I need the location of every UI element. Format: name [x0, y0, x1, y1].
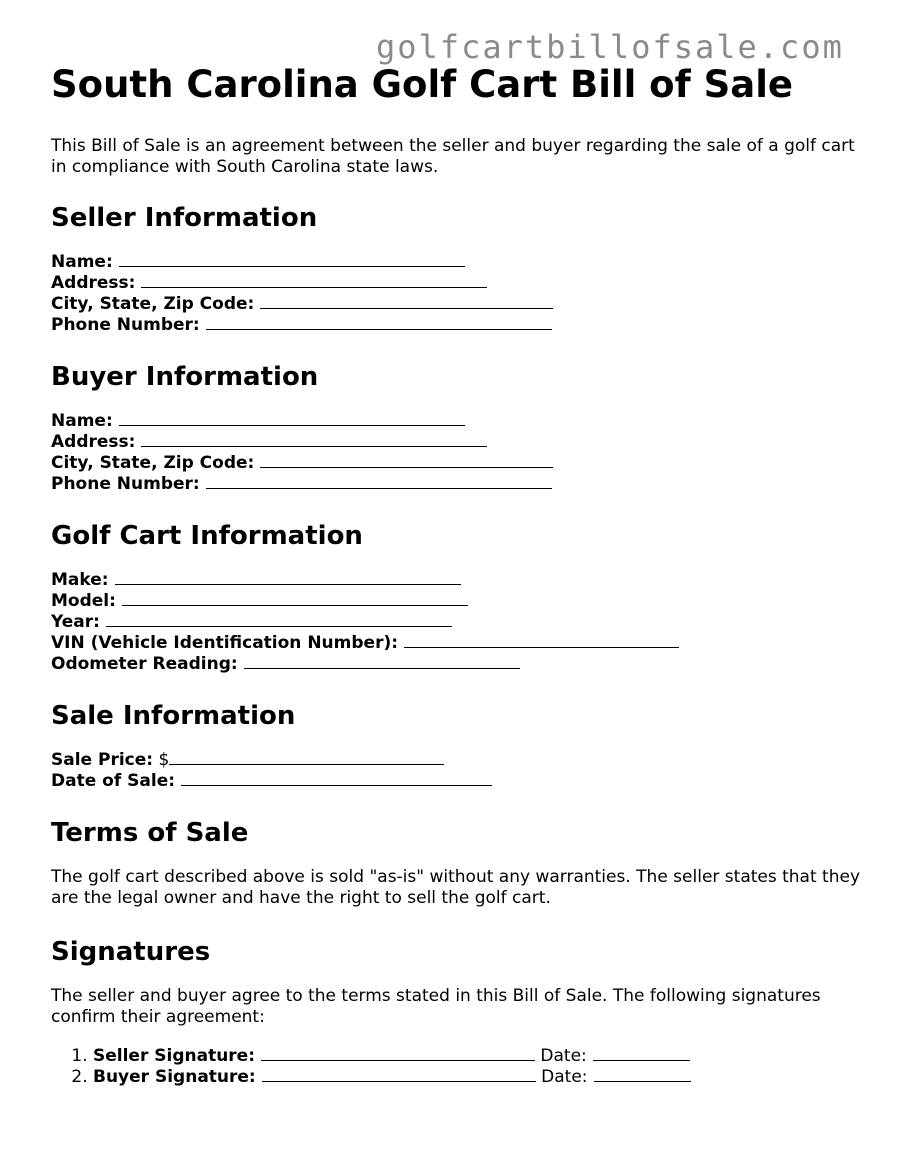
terms-paragraph: The golf cart described above is sold "as-is" without any warranties. The seller states that they are the legal owner and have the right to sell the golf cart. [51, 867, 861, 908]
field-label: Phone Number: [51, 474, 200, 494]
buyer-heading: Buyer Information [51, 362, 319, 392]
signatures-paragraph: The seller and buyer agree to the terms stated in this Bill of Sale. The following signatures confirm their agreement: [51, 986, 821, 1027]
field-label: Make: [51, 570, 109, 590]
seller-signature-item [93, 1046, 861, 1067]
seller-address-row [51, 273, 861, 294]
site-watermark: golfcartbillofsale.com [376, 28, 844, 66]
cart-odometer-line[interactable] [244, 654, 520, 669]
field-label: Model: [51, 591, 116, 611]
sale-heading: Sale Information [51, 701, 296, 731]
date-label: Date: [541, 1067, 588, 1087]
cart-make-row [51, 570, 861, 591]
intro-paragraph: This Bill of Sale is an agreement between the seller and buyer regarding the sale of a golf cart in compliance with South Carolina state laws. [51, 136, 855, 177]
seller-phone-line[interactable] [206, 315, 552, 330]
signature-label: Buyer Signature: [93, 1067, 256, 1087]
cart-year-line[interactable] [106, 612, 452, 627]
cart-make-line[interactable] [115, 570, 461, 585]
document-title: South Carolina Golf Cart Bill of Sale [51, 63, 793, 106]
field-label: Date of Sale: [51, 771, 176, 791]
buyer-city-line[interactable] [260, 453, 553, 468]
sale-fields [51, 750, 861, 792]
buyer-signature-line[interactable] [262, 1067, 536, 1082]
field-label: City, State, Zip Code: [51, 453, 255, 473]
currency-symbol: $ [158, 750, 170, 770]
seller-name-line[interactable] [119, 252, 465, 267]
cart-fields [51, 570, 861, 675]
seller-date-line[interactable] [593, 1046, 690, 1061]
cart-year-row [51, 612, 861, 633]
signature-list [51, 1046, 861, 1088]
seller-city-line[interactable] [260, 294, 553, 309]
cart-vin-row [51, 633, 861, 654]
buyer-signature-item [93, 1067, 861, 1088]
field-label: City, State, Zip Code: [51, 294, 255, 314]
cart-heading: Golf Cart Information [51, 521, 363, 551]
field-label: Name: [51, 411, 113, 431]
seller-signature-line[interactable] [261, 1046, 535, 1061]
field-label: VIN (Vehicle Identification Number): [51, 633, 399, 653]
seller-address-line[interactable] [141, 273, 487, 288]
signatures-heading: Signatures [51, 937, 211, 967]
seller-name-row [51, 252, 861, 273]
sale-price-row [51, 750, 861, 771]
buyer-phone-row [51, 474, 861, 495]
buyer-address-line[interactable] [141, 432, 487, 447]
field-label: Address: [51, 432, 136, 452]
cart-model-line[interactable] [122, 591, 468, 606]
buyer-name-row [51, 411, 861, 432]
buyer-name-line[interactable] [119, 411, 465, 426]
document-page [51, 62, 861, 1088]
field-label: Address: [51, 273, 136, 293]
buyer-address-row [51, 432, 861, 453]
field-label: Sale Price: [51, 750, 154, 770]
seller-fields [51, 252, 861, 336]
buyer-date-line[interactable] [594, 1067, 691, 1082]
signature-label: Seller Signature: [93, 1046, 256, 1066]
field-label: Odometer Reading: [51, 654, 238, 674]
buyer-fields [51, 411, 861, 495]
seller-city-row [51, 294, 861, 315]
sale-price-line[interactable] [169, 750, 444, 765]
buyer-city-row [51, 453, 861, 474]
cart-model-row [51, 591, 861, 612]
cart-odometer-row [51, 654, 861, 675]
field-label: Phone Number: [51, 315, 200, 335]
seller-heading: Seller Information [51, 203, 318, 233]
field-label: Year: [51, 612, 100, 632]
field-label: Name: [51, 252, 113, 272]
sale-date-line[interactable] [181, 771, 492, 786]
seller-phone-row [51, 315, 861, 336]
buyer-phone-line[interactable] [206, 474, 552, 489]
date-label: Date: [540, 1046, 587, 1066]
terms-heading: Terms of Sale [51, 818, 249, 848]
sale-date-row [51, 771, 861, 792]
cart-vin-line[interactable] [404, 633, 679, 648]
